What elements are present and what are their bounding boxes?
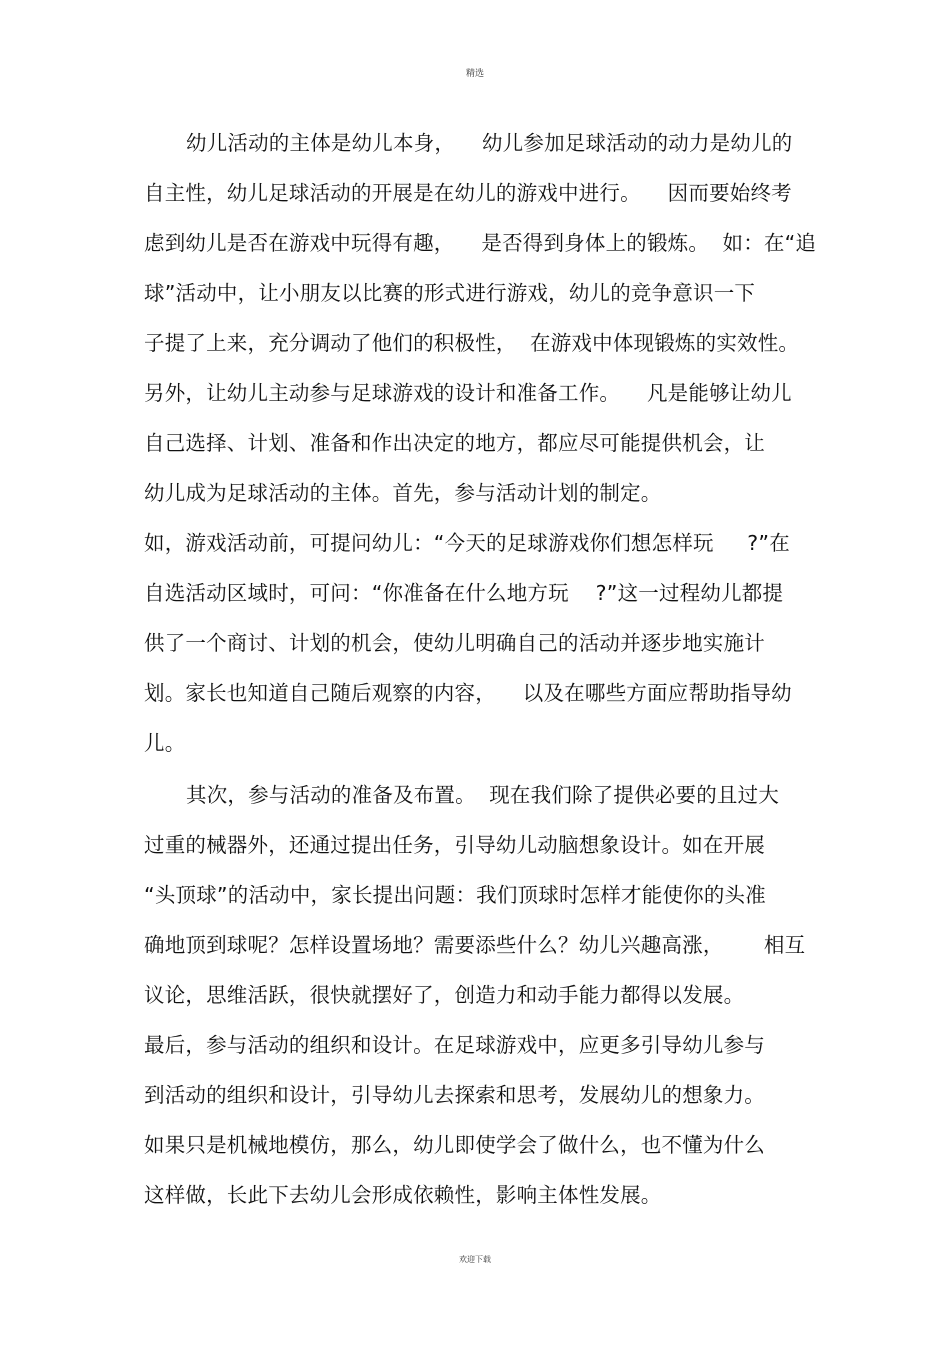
text-line: 如，游戏活动前，可提问幼儿：“今天的足球游戏你们想怎样玩 ?”在 xyxy=(144,531,790,555)
text-line: 另外，让幼儿主动参与足球游戏的设计和准备工作。 凡是能够让幼儿 xyxy=(144,381,792,405)
text-line: 虑到幼儿是否在游戏中玩得有趣， 是否得到身体上的锻炼。 如：在“追 xyxy=(144,231,817,255)
text-line: 自己选择、计划、准备和作出决定的地方，都应尽可能提供机会，让 xyxy=(144,431,765,455)
text-line: 这样做，长此下去幼儿会形成依赖性，影响主体性发展。 xyxy=(144,1183,662,1207)
text-line: 其次，参与活动的准备及布置。 现在我们除了提供必要的且过大 xyxy=(186,783,780,807)
text-line: 议论，思维活跃，很快就摆好了，创造力和动手能力都得以发展。 xyxy=(144,983,745,1007)
text-line: 球”活动中，让小朋友以比赛的形式进行游戏，幼儿的竞争意识一下 xyxy=(144,281,756,305)
text-line: 供了一个商讨、计划的机会，使幼儿明确自己的活动并逐步地实施计 xyxy=(144,631,765,655)
text-line: 到活动的组织和设计，引导幼儿去探索和思考，发展幼儿的想象力。 xyxy=(144,1083,765,1107)
text-line: 幼儿活动的主体是幼儿本身， 幼儿参加足球活动的动力是幼儿的 xyxy=(186,131,793,155)
text-line: 自选活动区域时，可问：“你准备在什么地方玩 ?”这一过程幼儿都提 xyxy=(144,581,784,605)
text-line: 幼儿成为足球活动的主体。首先，参与活动计划的制定。 xyxy=(144,481,662,505)
page-footer: 欢迎下载 xyxy=(459,1255,491,1264)
text-line: 如果只是机械地模仿，那么，幼儿即使学会了做什么，也不懂为什么 xyxy=(144,1133,765,1157)
page-header: 精选 xyxy=(465,69,484,79)
text-line: 最后，参与活动的组织和设计。在足球游戏中，应更多引导幼儿参与 xyxy=(144,1033,765,1057)
text-line: 划。家长也知道自己随后观察的内容， 以及在哪些方面应帮助指导幼 xyxy=(144,681,792,705)
text-line: 确地顶到球呢？怎样设置场地？需要添些什么？幼儿兴趣高涨， 相互 xyxy=(144,933,806,957)
text-line: 自主性，幼儿足球活动的开展是在幼儿的游戏中进行。 因而要始终考 xyxy=(144,181,792,205)
text-line: 子提了上来，充分调动了他们的积极性， 在游戏中体现锻炼的实效性。 xyxy=(144,331,800,355)
text-line: 儿。 xyxy=(144,731,186,755)
text-line: “头顶球”的活动中，家长提出问题：我们顶球时怎样才能使你的头准 xyxy=(144,883,766,907)
text-line: 过重的械器外，还通过提出任务，引导幼儿动脑想象设计。如在开展 xyxy=(144,833,765,857)
